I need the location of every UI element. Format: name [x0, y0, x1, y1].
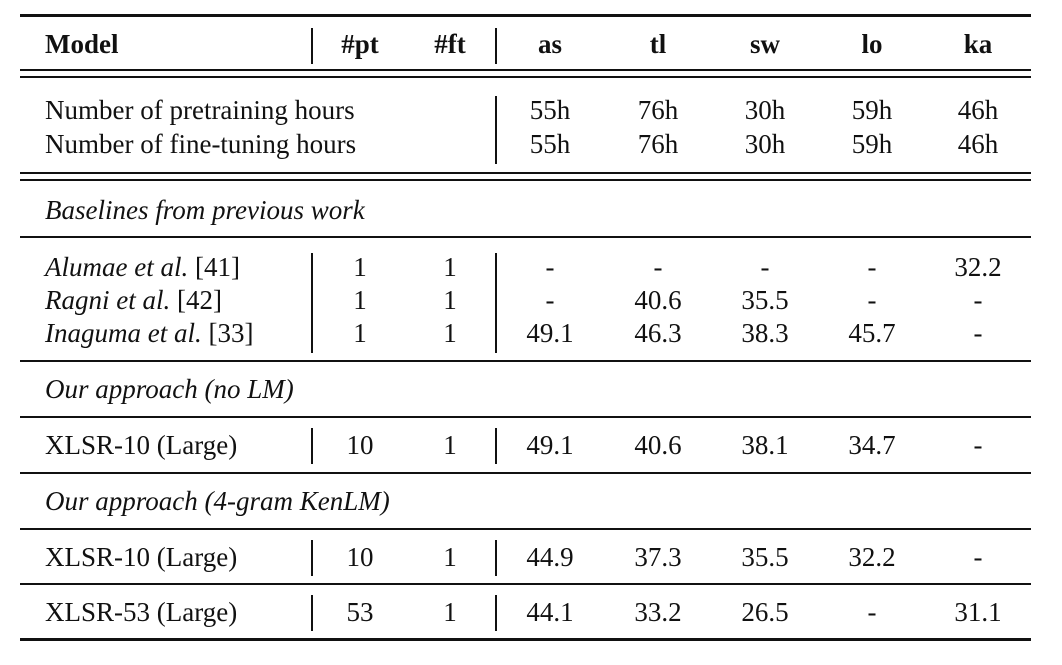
- section-heading-row: [20, 484, 1031, 518]
- model-name: Inaguma et al. [33]: [45, 318, 254, 348]
- cell-pt: 10: [346, 430, 374, 460]
- cell-pt: 1: [353, 318, 367, 348]
- cell-tl: 76h: [637, 95, 679, 125]
- section-rule: [20, 236, 1031, 238]
- header-as: as: [537, 29, 562, 59]
- cell-ft: 1: [443, 285, 457, 315]
- model-name: Ragni et al. [42]: [45, 285, 222, 315]
- section-heading-row: [20, 193, 1031, 227]
- cell-as: 55h: [529, 95, 571, 125]
- model-name: Alumae et al. [41]: [45, 252, 240, 282]
- cell-as: 49.1: [526, 318, 574, 348]
- cell-ka: -: [973, 318, 983, 348]
- section-title: Our approach (4-gram KenLM): [45, 486, 390, 516]
- cell-ka: -: [973, 430, 983, 460]
- cell-pt: 10: [346, 542, 374, 572]
- cell-sw: 35.5: [741, 542, 789, 572]
- cell-as: 55h: [529, 129, 571, 159]
- section-title: Our approach (no LM): [45, 374, 294, 404]
- table-row: [20, 283, 1031, 317]
- cell-sw: 35.5: [741, 285, 789, 315]
- cell-tl: 46.3: [634, 318, 682, 348]
- cell-pt: 53: [346, 597, 374, 627]
- cell-as: 44.9: [526, 542, 574, 572]
- cell-tl: 76h: [637, 129, 679, 159]
- cell-sw: 38.3: [741, 318, 789, 348]
- table-row: [20, 250, 1031, 284]
- header-ka: ka: [963, 29, 993, 59]
- cell-ft: 1: [443, 542, 457, 572]
- table-row: [20, 428, 1031, 462]
- cell-sw: 38.1: [741, 430, 789, 460]
- cell-sw: 26.5: [741, 597, 789, 627]
- header-ft: #ft: [434, 29, 466, 59]
- cell-tl: 33.2: [634, 597, 682, 627]
- cell-sw: 30h: [744, 95, 786, 125]
- table-row: [20, 316, 1031, 350]
- cell-lo: -: [867, 597, 877, 627]
- cell-pt: 1: [353, 252, 367, 282]
- model-name: XLSR-10 (Large): [45, 430, 238, 460]
- cell-as: -: [545, 285, 555, 315]
- cell-lo: 32.2: [848, 542, 896, 572]
- header-lo: lo: [861, 29, 883, 59]
- cell-ka: -: [973, 285, 983, 315]
- cell-ft: 1: [443, 252, 457, 282]
- header-row: [20, 27, 1031, 61]
- cell-tl: 40.6: [634, 430, 682, 460]
- cell-tl: -: [653, 252, 663, 282]
- table-row: [20, 93, 1031, 127]
- header-model: Model: [45, 29, 119, 59]
- header-double-rule-upper: [20, 69, 1031, 71]
- cell-ka: -: [973, 542, 983, 572]
- cell-sw: 30h: [744, 129, 786, 159]
- cell-as: 49.1: [526, 430, 574, 460]
- section-rule: [20, 360, 1031, 362]
- section-rule: [20, 416, 1031, 418]
- section-heading-row: [20, 372, 1031, 406]
- cell-lo: 59h: [851, 129, 893, 159]
- header-double-rule-lower: [20, 76, 1031, 78]
- cell-lo: 59h: [851, 95, 893, 125]
- cell-tl: 40.6: [634, 285, 682, 315]
- cell-tl: 37.3: [634, 542, 682, 572]
- header-pt: #pt: [341, 29, 379, 59]
- cell-lo: -: [867, 252, 877, 282]
- cell-lo: -: [867, 285, 877, 315]
- cell-ka: 31.1: [954, 597, 1002, 627]
- cell-lo: 34.7: [848, 430, 896, 460]
- cell-ka: 46h: [957, 95, 999, 125]
- header-sw: sw: [749, 29, 780, 59]
- header-tl: tl: [649, 29, 667, 59]
- table-row: [20, 595, 1031, 629]
- hours-double-rule-upper: [20, 172, 1031, 174]
- section-rule: [20, 583, 1031, 585]
- model-name: XLSR-53 (Large): [45, 597, 238, 627]
- model-name: XLSR-10 (Large): [45, 542, 238, 572]
- section-rule: [20, 472, 1031, 474]
- cell-lo: 45.7: [848, 318, 896, 348]
- table-row: [20, 540, 1031, 574]
- row-label: Number of pretraining hours: [45, 95, 355, 125]
- cell-sw: -: [760, 252, 770, 282]
- section-rule: [20, 528, 1031, 530]
- cell-ka: 46h: [957, 129, 999, 159]
- top-rule: [20, 14, 1031, 17]
- cell-as: 44.1: [526, 597, 574, 627]
- bottom-rule: [20, 638, 1031, 641]
- table-row: [20, 127, 1031, 161]
- cell-ft: 1: [443, 430, 457, 460]
- cell-as: -: [545, 252, 555, 282]
- section-title: Baselines from previous work: [45, 195, 365, 225]
- hours-double-rule-lower: [20, 179, 1031, 181]
- cell-pt: 1: [353, 285, 367, 315]
- cell-ft: 1: [443, 597, 457, 627]
- cell-ka: 32.2: [954, 252, 1002, 282]
- cell-ft: 1: [443, 318, 457, 348]
- row-label: Number of fine-tuning hours: [45, 129, 357, 159]
